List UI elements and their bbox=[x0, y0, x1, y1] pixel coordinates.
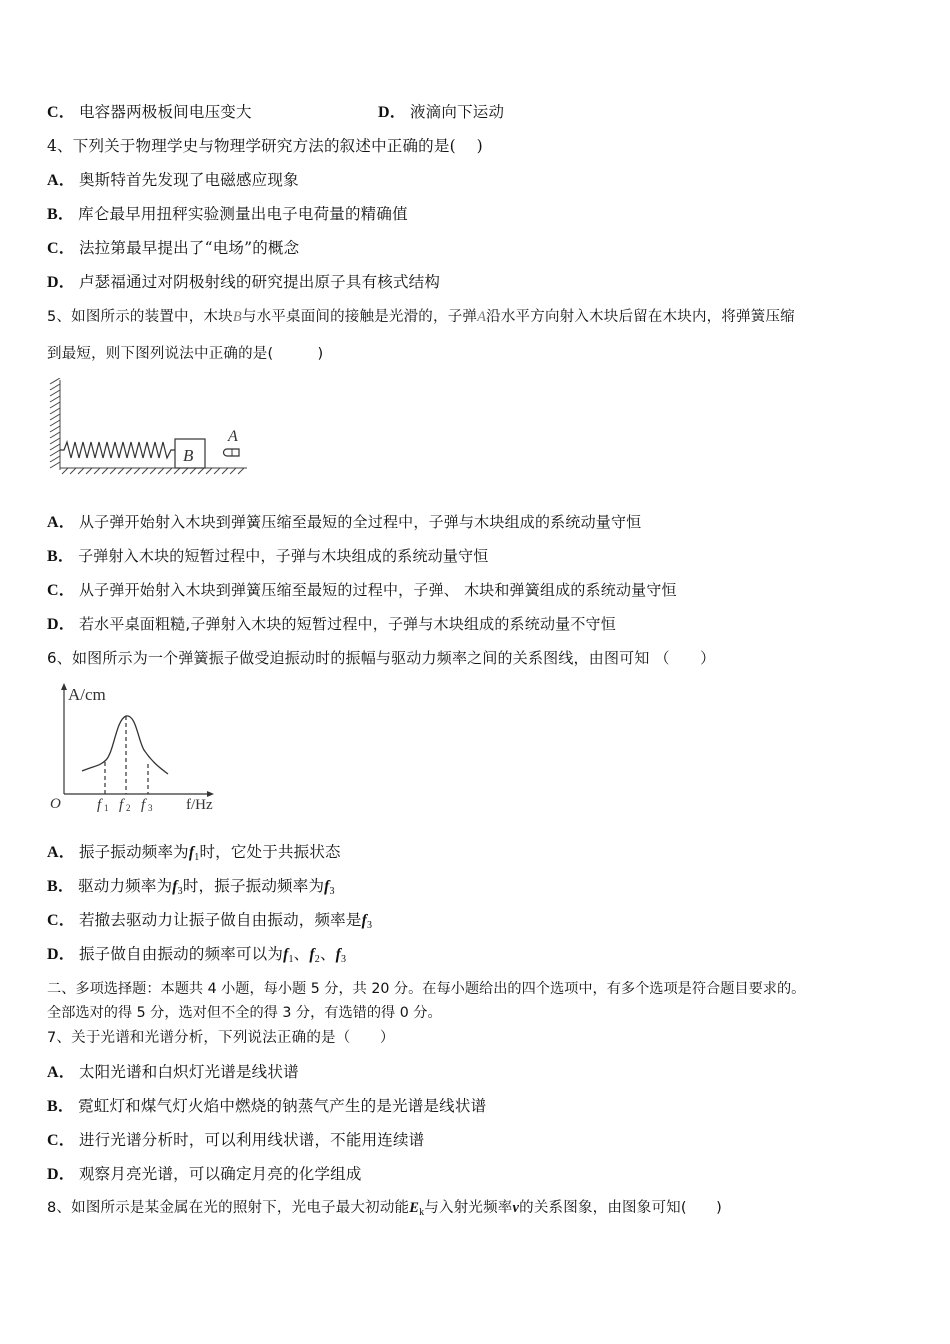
q4-option-c bbox=[47, 238, 299, 259]
svg-text:2: 2 bbox=[126, 803, 131, 813]
stem-text: 5、如图所示的装置中，木块 bbox=[47, 309, 233, 325]
q5-option-c bbox=[47, 580, 677, 601]
option-text: 卢瑟福通过对阴极射线的研究提出原子具有核式结构 bbox=[78, 273, 441, 291]
var-v: v bbox=[512, 1200, 520, 1216]
q6-option-c bbox=[47, 910, 372, 936]
option-label: D． bbox=[47, 1166, 75, 1183]
option-text: 驱动力频率为 bbox=[78, 877, 173, 895]
option-text: 振子做自由振动的频率可以为 bbox=[78, 945, 284, 963]
option-text: 从子弹开始射入木块到弹簧压缩至最短的全过程中，子弹与木块组成的系统动量守恒 bbox=[78, 513, 642, 531]
option-text: 进行光谱分析时，可以利用线状谱，不能用连续谱 bbox=[78, 1131, 425, 1149]
option-text: 时，它处于共振状态 bbox=[199, 843, 341, 861]
q7-option-b bbox=[47, 1096, 486, 1117]
stem-text: 与入射光频率 bbox=[424, 1200, 513, 1216]
option-text: 振子振动频率为 bbox=[78, 843, 189, 861]
subscript: 1 bbox=[194, 852, 200, 863]
q8-stem bbox=[47, 1198, 722, 1223]
option-label: A． bbox=[47, 514, 75, 531]
origin-label: O bbox=[50, 796, 61, 812]
subscript: 3 bbox=[329, 886, 335, 897]
svg-text:3: 3 bbox=[148, 803, 153, 813]
svg-text:f: f bbox=[141, 797, 146, 813]
subscript: 3 bbox=[341, 954, 347, 965]
var-a: A bbox=[477, 309, 487, 325]
section2-instructions-line2: 全部选对的得 5 分，选对但不全的得 3 分，有选错的得 0 分。 bbox=[47, 1005, 442, 1021]
option-text: 奥斯特首先发现了电磁感应现象 bbox=[78, 171, 299, 189]
option-text: 从子弹开始射入木块到弹簧压缩至最短的过程中，子弹、 木块和弹簧组成的系统动量守恒 bbox=[78, 581, 677, 599]
option-label: C． bbox=[47, 240, 75, 257]
option-label: B． bbox=[47, 1098, 75, 1115]
option-text: 子弹射入木块的短暂过程中，子弹与木块组成的系统动量守恒 bbox=[78, 547, 489, 565]
q5-stem-line1 bbox=[47, 307, 795, 327]
option-label: C． bbox=[47, 1132, 75, 1149]
q6-stem: 6、如图所示为一个弹簧振子做受迫振动时的振幅与驱动力频率之间的关系图线，由图可知 （ ） bbox=[47, 649, 716, 667]
option-label: B． bbox=[47, 878, 75, 895]
option-label: D． bbox=[47, 616, 75, 633]
var-f: f bbox=[361, 912, 367, 929]
q5-option-d bbox=[47, 614, 616, 635]
stem-text: 与水平桌面间的接触是光滑的，子弹 bbox=[241, 309, 478, 325]
resonance-curve-figure bbox=[42, 678, 242, 818]
tick-f1 bbox=[97, 797, 109, 813]
svg-text:1: 1 bbox=[104, 803, 109, 813]
tick-f2 bbox=[119, 797, 131, 813]
separator: 、 bbox=[293, 945, 310, 963]
option-text: 若水平桌面粗糙,子弹射入木块的短暂过程中，子弹与木块组成的系统动量不守恒 bbox=[78, 615, 616, 633]
option-text: 电容器两极板间电压变大 bbox=[78, 103, 252, 121]
q7-option-c bbox=[47, 1130, 424, 1151]
var-f: f bbox=[188, 844, 195, 861]
svg-text:f: f bbox=[97, 797, 102, 813]
subscript: k bbox=[419, 1207, 425, 1218]
option-label: A． bbox=[47, 1064, 75, 1081]
q3-option-d bbox=[378, 102, 504, 123]
q4-option-d bbox=[47, 272, 440, 293]
q4-option-b bbox=[47, 204, 408, 225]
q6-option-b bbox=[47, 876, 335, 902]
option-text: 太阳光谱和白炽灯光谱是线状谱 bbox=[78, 1063, 299, 1081]
option-text: 法拉第最早提出了“电场”的概念 bbox=[78, 239, 300, 257]
var-f: f bbox=[283, 946, 289, 963]
option-label: D． bbox=[47, 274, 75, 291]
stem-text: 的关系图象，由图象可知( ) bbox=[519, 1200, 722, 1216]
var-b: B bbox=[232, 309, 242, 325]
subscript: 1 bbox=[288, 954, 294, 965]
x-axis-label: f/Hz bbox=[186, 797, 213, 813]
option-label: D． bbox=[378, 104, 406, 121]
subscript: 2 bbox=[314, 954, 320, 965]
option-text: 若撤去驱动力让振子做自由振动，频率是 bbox=[78, 911, 362, 929]
option-label: B． bbox=[47, 548, 75, 565]
subscript: 3 bbox=[366, 920, 373, 931]
option-label: C． bbox=[47, 912, 75, 929]
option-label: C． bbox=[47, 104, 75, 121]
option-label: C． bbox=[47, 582, 75, 599]
var-f: f bbox=[172, 878, 178, 895]
var-ek: E bbox=[409, 1200, 420, 1216]
option-label: A． bbox=[47, 172, 75, 189]
option-text: 观察月亮光谱，可以确定月亮的化学组成 bbox=[78, 1165, 362, 1183]
bullet-a-label: A bbox=[228, 428, 238, 445]
tick-f3 bbox=[141, 797, 153, 813]
option-text: 液滴向下运动 bbox=[409, 103, 505, 121]
option-label: D． bbox=[47, 946, 75, 963]
q5-stem-line2: 到最短，则下图列说法中正确的是( ) bbox=[47, 346, 324, 362]
block-b-label: B bbox=[183, 446, 194, 465]
amplitude-curve bbox=[82, 716, 168, 774]
q3-option-c bbox=[47, 102, 252, 123]
q6-option-a bbox=[47, 842, 341, 868]
q7-option-a bbox=[47, 1062, 299, 1083]
option-text: 库仑最早用扭秤实验测量出电子电荷量的精确值 bbox=[78, 205, 408, 223]
stem-text: 8、如图所示是某金属在光的照射下，光电子最大初动能 bbox=[47, 1200, 410, 1216]
q7-option-d bbox=[47, 1164, 362, 1185]
separator: 、 bbox=[319, 945, 336, 963]
spring bbox=[60, 442, 175, 458]
var-f: f bbox=[309, 946, 315, 963]
bullet-a bbox=[224, 449, 240, 456]
subscript: 3 bbox=[177, 886, 183, 897]
q6-option-d bbox=[47, 944, 346, 970]
floor-hatching bbox=[60, 468, 247, 474]
y-axis-label: A/cm bbox=[68, 685, 106, 704]
option-text: 时，振子振动频率为 bbox=[182, 877, 325, 895]
option-text: 霓虹灯和煤气灯火焰中燃烧的钠蒸气产生的是光谱是线状谱 bbox=[78, 1097, 487, 1115]
q4-option-a bbox=[47, 170, 299, 191]
option-label: B． bbox=[47, 206, 75, 223]
q7-stem: 7、关于光谱和光谱分析，下列说法正确的是（ ） bbox=[47, 1030, 395, 1046]
var-f: f bbox=[335, 946, 342, 963]
svg-text:f: f bbox=[119, 797, 124, 813]
q5-option-b bbox=[47, 546, 488, 567]
spring-block-figure bbox=[42, 378, 252, 478]
section2-instructions-line1: 二、多项选择题：本题共 4 小题，每小题 5 分，共 20 分。在每小题给出的四个选项中，有多个选项是符合题目要求的。 bbox=[47, 981, 806, 997]
q5-option-a bbox=[47, 512, 641, 533]
stem-text: 沿水平方向射入木块后留在木块内，将弹簧压缩 bbox=[486, 309, 795, 325]
q4-stem: 4、下列关于物理学史与物理学研究方法的叙述中正确的是( ) bbox=[47, 137, 483, 155]
option-label: A． bbox=[47, 844, 75, 861]
var-f: f bbox=[324, 878, 330, 895]
